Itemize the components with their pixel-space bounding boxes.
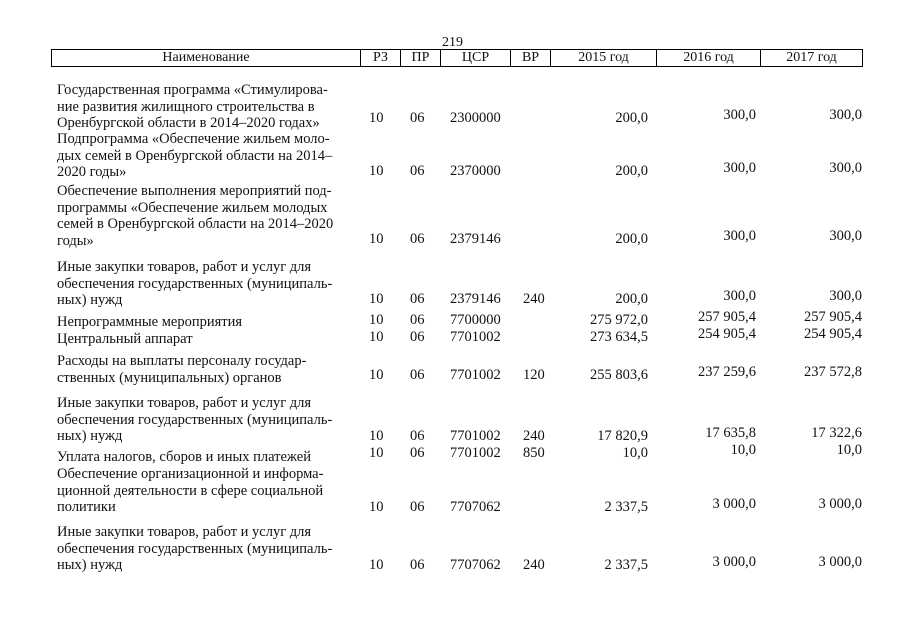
row-csr: 7707062: [450, 557, 501, 573]
row-2016: 254 905,4: [698, 326, 756, 342]
row-name: [57, 82, 357, 132]
row-2016: 300,0: [723, 160, 756, 176]
row-pr: 06: [410, 428, 425, 444]
row-name: [57, 183, 357, 249]
row-name-line: ных) нужд: [57, 557, 123, 573]
row-vr: 120: [523, 367, 545, 383]
row-2015: 10,0: [622, 445, 648, 461]
row-rz: 10: [369, 445, 384, 461]
row-name-line: ние развития жилищного строительства в: [57, 98, 315, 115]
header-name: Наименование: [162, 50, 250, 65]
row-2015: 275 972,0: [590, 312, 648, 328]
row-csr: 2300000: [450, 110, 501, 126]
row-rz: 10: [369, 163, 384, 179]
row-name: [57, 331, 357, 348]
row-csr: 2379146: [450, 291, 501, 307]
row-name: [57, 524, 357, 574]
row-2015: 255 803,6: [590, 367, 648, 383]
header-2016: 2016 год: [656, 50, 760, 66]
row-name-line: Иные закупки товаров, работ и услуг для: [57, 524, 312, 540]
row-2017: 17 322,6: [811, 425, 862, 441]
row-2016: 3 000,0: [712, 554, 756, 570]
row-pr: 06: [410, 110, 425, 126]
row-rz: 10: [369, 231, 384, 247]
row-name-line: Уплата налогов, сборов и иных платежей: [57, 449, 311, 465]
header-pr: ПР: [400, 50, 440, 66]
row-2016: 300,0: [723, 107, 756, 123]
row-name-line: Иные закупки товаров, работ и услуг для: [57, 259, 312, 275]
row-vr: 850: [523, 445, 545, 461]
row-name-line: ных) нужд: [57, 428, 123, 444]
row-pr: 06: [410, 291, 425, 307]
row-2016: 10,0: [730, 442, 756, 458]
row-2016: 17 635,8: [705, 425, 756, 441]
row-pr: 06: [410, 557, 425, 573]
row-rz: 10: [369, 499, 384, 515]
row-pr: 06: [410, 329, 425, 345]
row-name-line: семей в Оренбургской области на 2014–2020: [57, 216, 334, 232]
row-2017: 300,0: [829, 288, 862, 304]
row-2017: 237 572,8: [804, 364, 862, 380]
row-vr: 240: [523, 428, 545, 444]
row-name-line: программы «Обеспечение жильем молодых: [57, 199, 328, 216]
row-name-line: обеспечения государственных (муниципаль-: [57, 275, 333, 292]
row-rz: 10: [369, 367, 384, 383]
row-name: [57, 131, 357, 181]
row-csr: 7701002: [450, 445, 501, 461]
row-rz: 10: [369, 557, 384, 573]
row-pr: 06: [410, 163, 425, 179]
row-name-line: Непрограммные мероприятия: [57, 314, 243, 330]
row-name-line: ных) нужд: [57, 292, 123, 308]
row-rz: 10: [369, 428, 384, 444]
row-2015: 200,0: [615, 163, 648, 179]
row-name-line: дых семей в Оренбургской области на 2014–: [57, 147, 333, 164]
row-name-line: Обеспечение выполнения мероприятий под-: [57, 183, 332, 199]
row-csr: 2379146: [450, 231, 501, 247]
row-2016: 3 000,0: [712, 496, 756, 512]
row-pr: 06: [410, 312, 425, 328]
row-name-line: 2020 годы»: [57, 164, 127, 180]
row-2017: 3 000,0: [818, 554, 862, 570]
row-rz: 10: [369, 291, 384, 307]
row-2017: 254 905,4: [804, 326, 862, 342]
row-2017: 300,0: [829, 160, 862, 176]
header-vr: ВР: [510, 50, 550, 66]
row-rz: 10: [369, 312, 384, 328]
row-rz: 10: [369, 110, 384, 126]
row-name-line: годы»: [57, 232, 94, 249]
header-2015: 2015 год: [550, 50, 656, 66]
row-name: [57, 466, 357, 516]
row-2017: 3 000,0: [818, 496, 862, 512]
row-name-line: ционной деятельности в сфере социальной: [57, 482, 324, 499]
row-name-line: обеспечения государственных (муниципаль-: [57, 411, 333, 428]
row-name-line: Оренбургской области в 2014–2020 годах»: [57, 115, 320, 131]
row-vr: 240: [523, 291, 545, 307]
row-pr: 06: [410, 499, 425, 515]
row-name-line: политики: [57, 499, 116, 515]
row-name-line: Государственная программа «Стимулирова-: [57, 82, 328, 98]
row-name: [57, 353, 357, 386]
row-name-line: обеспечения государственных (муниципаль-: [57, 540, 333, 557]
row-2017: 300,0: [829, 228, 862, 244]
row-csr: 2370000: [450, 163, 501, 179]
row-vr: 240: [523, 557, 545, 573]
header-csr: ЦСР: [440, 50, 510, 66]
row-csr: 7707062: [450, 499, 501, 515]
row-name-line: Обеспечение организационной и информа-: [57, 466, 324, 482]
row-2015: 17 820,9: [597, 428, 648, 444]
row-name-line: ственных (муниципальных) органов: [57, 369, 282, 386]
row-name: [57, 259, 357, 309]
row-2015: 2 337,5: [604, 557, 648, 573]
row-name: [57, 449, 357, 466]
row-2015: 273 634,5: [590, 329, 648, 345]
row-csr: 7701002: [450, 428, 501, 444]
page-number: 219: [442, 35, 463, 50]
row-2017: 257 905,4: [804, 309, 862, 325]
row-2016: 300,0: [723, 288, 756, 304]
row-name: [57, 314, 357, 331]
row-name-line: Центральный аппарат: [57, 331, 193, 347]
row-2016: 300,0: [723, 228, 756, 244]
row-2016: 257 905,4: [698, 309, 756, 325]
row-2016: 237 259,6: [698, 364, 756, 380]
header-2017: 2017 год: [760, 50, 862, 66]
row-pr: 06: [410, 367, 425, 383]
header-rz: РЗ: [360, 50, 400, 66]
row-rz: 10: [369, 329, 384, 345]
row-csr: 7701002: [450, 367, 501, 383]
row-2015: 200,0: [615, 291, 648, 307]
row-csr: 7700000: [450, 312, 501, 328]
row-name: [57, 395, 357, 445]
row-2015: 2 337,5: [604, 499, 648, 515]
row-2015: 200,0: [615, 231, 648, 247]
row-name-line: Иные закупки товаров, работ и услуг для: [57, 395, 312, 411]
row-name-line: Подпрограмма «Обеспечение жильем моло-: [57, 131, 330, 147]
row-pr: 06: [410, 231, 425, 247]
row-2017: 300,0: [829, 107, 862, 123]
row-2017: 10,0: [836, 442, 862, 458]
row-csr: 7701002: [450, 329, 501, 345]
row-2015: 200,0: [615, 110, 648, 126]
row-name-line: Расходы на выплаты персоналу государ-: [57, 353, 307, 369]
row-pr: 06: [410, 445, 425, 461]
